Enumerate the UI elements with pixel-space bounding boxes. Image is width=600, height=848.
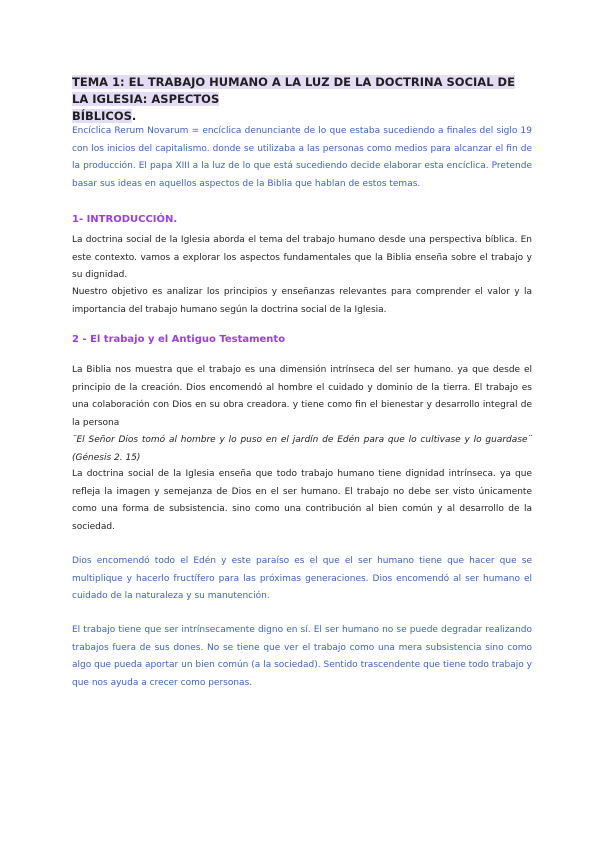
section-2-note-2: El trabajo tiene que ser intrínsecamente digno en sí. El ser humano no se puede degradar realizando trabajos fuera de sus dones. No se tiene que ver el trabajo como una mera subsistencia sino como algo que pueda aportar un bien común (a la sociedad). Sentido trascendente que tiene todo trabajo y que nos ayuda a crecer como personas.: [72, 625, 532, 688]
title-line-2: BÍBLICOS: [72, 109, 132, 123]
section-2-paragraph-2: La doctrina social de la Iglesia enseña que todo trabajo humano tiene dignidad intrínseca. ya que refleja la imagen y semejanza de Dios en el ser humano. El trabajo no debe ser visto únicamente como una forma de subsistencia. sino como una contribución al bien común y al desarrollo de la sociedad.: [72, 469, 532, 532]
document-title: [72, 74, 532, 125]
intro-note: Encíclica Rerum Novarum = encíclica denunciante de lo que estaba sucediendo a finales del siglo 19 con los inicios del capitalismo. donde se utilizaba a las personas como medios para alcanzar el fin de la producción. El papa XIII a la luz de lo que está sucediendo decide elaborar esta encíclica. Pretende basar sus ideas en aquellos aspectos de la Biblia que hablan de estos temas.: [72, 126, 532, 189]
section-1-paragraph-1: La doctrina social de la Iglesia aborda el tema del trabajo humano desde una perspectiva bíblica. En este contexto. vamos a explorar los aspectos fundamentales que la Biblia enseña sobre el trabajo y su dignidad.: [72, 235, 532, 280]
section-1-paragraph-2: Nuestro objetivo es analizar los principios y enseñanzas relevantes para comprender el valor y la importancia del trabajo humano según la doctrina social de la Iglesia.: [72, 287, 532, 315]
section-2-heading: 2 - El trabajo y el Antiguo Testamento: [72, 334, 286, 345]
genesis-quote: ¨El Señor Dios tomó al hombre y lo puso en el jardín de Edén para que lo cultivase y lo guardase¨ (Génesis 2. 15): [72, 435, 532, 463]
title-period: .: [131, 109, 137, 123]
title-line-1: TEMA 1: EL TRABAJO HUMANO A LA LUZ DE LA DOCTRINA SOCIAL DE LA IGLESIA: ASPECTOS: [72, 75, 515, 106]
section-2-note-1: Dios encomendó todo el Edén y este paraíso es el que el ser humano tiene que hacer que se multiplique y hacerlo fructífero para las próximas generaciones. Dios encomendó al ser humano el cuidado de la naturaleza y su manutención.: [72, 556, 532, 601]
section-2-paragraph-1: La Biblia nos muestra que el trabajo es una dimensión intrínseca del ser humano. ya que desde el principio de la creación. Dios encomendó al hombre el cuidado y dominio de la tierra. El trabajo es una colaboración con Dios en su obra creadora. y tiene como fin el bienestar y desarrollo integral de la persona: [72, 365, 532, 428]
section-1-heading: 1- INTRODUCCIÓN.: [72, 214, 178, 225]
